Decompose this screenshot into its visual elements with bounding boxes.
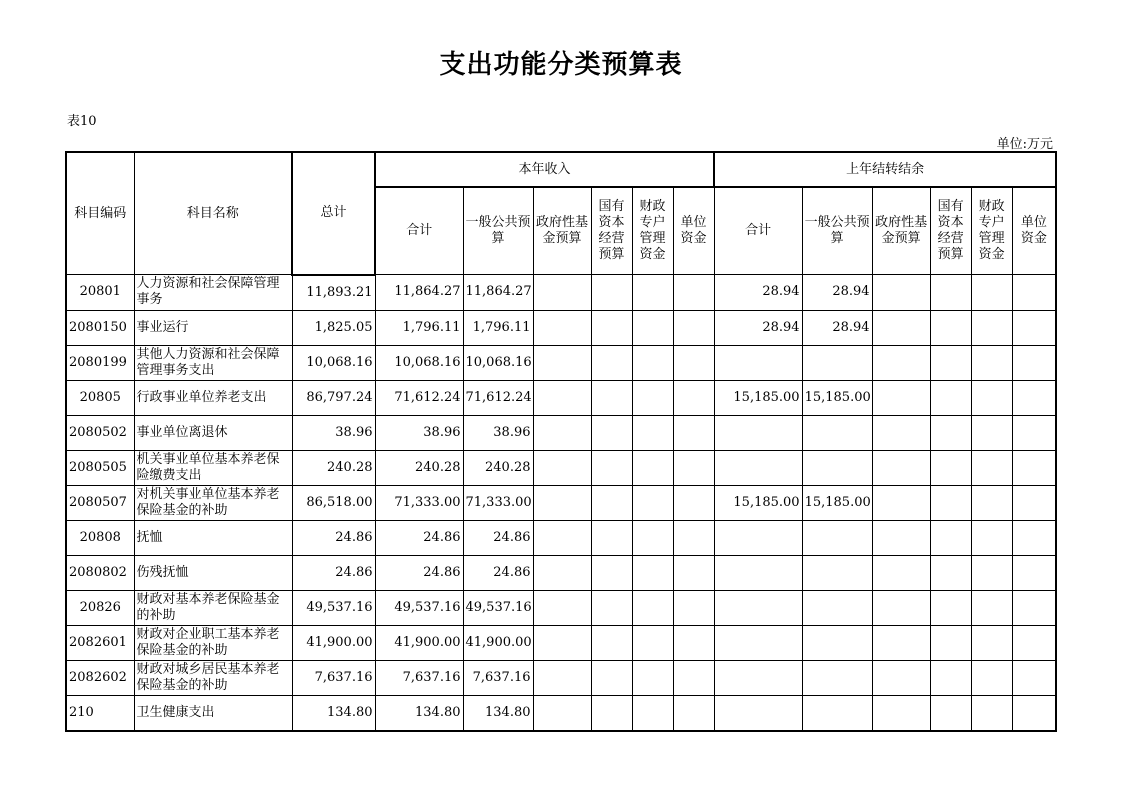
row-value: 15,185.00	[802, 485, 872, 520]
row-value	[632, 415, 673, 450]
row-value: 10,068.16	[292, 345, 375, 380]
row-value: 28.94	[802, 310, 872, 345]
row-value: 10,068.16	[463, 345, 533, 380]
table-row	[66, 520, 1056, 555]
row-value	[872, 695, 930, 731]
row-value: 240.28	[375, 450, 463, 485]
table-row	[66, 310, 1056, 345]
row-value: 71,612.24	[463, 380, 533, 415]
row-name: 对机关事业单位基本养老保险基金的补助	[134, 485, 292, 520]
row-value	[673, 310, 714, 345]
row-value	[872, 345, 930, 380]
row-value	[1012, 625, 1056, 660]
row-value	[872, 485, 930, 520]
row-name: 财政对城乡居民基本养老保险基金的补助	[134, 660, 292, 695]
row-code: 20808	[66, 520, 134, 555]
row-value: 86,518.00	[292, 485, 375, 520]
row-value	[533, 310, 591, 345]
page-title: 支出功能分类预算表	[439, 50, 683, 80]
row-name: 机关事业单位基本养老保险缴费支出	[134, 450, 292, 485]
row-value: 49,537.16	[292, 590, 375, 625]
row-value	[591, 485, 632, 520]
row-value	[714, 415, 802, 450]
table-row	[66, 345, 1056, 380]
row-code: 20801	[66, 275, 134, 311]
row-value	[632, 590, 673, 625]
row-value	[714, 695, 802, 731]
table-row	[66, 590, 1056, 625]
row-name: 事业运行	[134, 310, 292, 345]
header-carry-unit-funds: 单位资金	[1012, 187, 1056, 275]
row-value	[673, 380, 714, 415]
header-carry-general: 一般公共预算	[802, 187, 872, 275]
header-income-state-capital: 国有资本经营预算	[591, 187, 632, 275]
row-value: 24.86	[375, 555, 463, 590]
budget-table	[65, 151, 1057, 732]
row-value	[533, 695, 591, 731]
row-value	[930, 555, 971, 590]
row-value	[802, 555, 872, 590]
row-value	[1012, 660, 1056, 695]
row-value: 49,537.16	[463, 590, 533, 625]
row-value	[533, 485, 591, 520]
row-value	[673, 695, 714, 731]
row-value	[533, 345, 591, 380]
row-value	[1012, 520, 1056, 555]
row-name: 抚恤	[134, 520, 292, 555]
row-value	[930, 345, 971, 380]
header-carry-state-capital: 国有资本经营预算	[930, 187, 971, 275]
row-value: 10,068.16	[375, 345, 463, 380]
row-value: 1,796.11	[375, 310, 463, 345]
row-name: 行政事业单位养老支出	[134, 380, 292, 415]
row-value	[591, 520, 632, 555]
row-value	[673, 275, 714, 311]
row-value	[533, 275, 591, 311]
row-value	[971, 380, 1012, 415]
row-value: 49,537.16	[375, 590, 463, 625]
row-value	[673, 590, 714, 625]
row-value	[632, 555, 673, 590]
row-name: 卫生健康支出	[134, 695, 292, 731]
row-value: 38.96	[375, 415, 463, 450]
header-carry-total: 合计	[714, 187, 802, 275]
row-value: 41,900.00	[292, 625, 375, 660]
row-name: 伤残抚恤	[134, 555, 292, 590]
row-value	[872, 310, 930, 345]
row-value: 15,185.00	[714, 485, 802, 520]
unit-label: 单位:万元	[996, 137, 1053, 152]
row-value	[971, 415, 1012, 450]
row-value	[591, 310, 632, 345]
table-body	[66, 275, 1056, 731]
row-value	[971, 590, 1012, 625]
row-value: 28.94	[714, 310, 802, 345]
row-value	[930, 695, 971, 731]
row-value	[930, 310, 971, 345]
row-value	[1012, 345, 1056, 380]
row-value: 240.28	[463, 450, 533, 485]
row-value	[632, 380, 673, 415]
row-value	[802, 450, 872, 485]
row-value	[533, 590, 591, 625]
row-code: 2080199	[66, 345, 134, 380]
table-row	[66, 695, 1056, 731]
table-row	[66, 625, 1056, 660]
row-value	[872, 275, 930, 311]
row-value	[591, 590, 632, 625]
row-value: 24.86	[463, 520, 533, 555]
row-value	[714, 625, 802, 660]
row-code: 2080502	[66, 415, 134, 450]
row-value	[533, 415, 591, 450]
row-value	[802, 415, 872, 450]
row-value: 24.86	[463, 555, 533, 590]
row-value	[1012, 485, 1056, 520]
row-value: 24.86	[375, 520, 463, 555]
row-value	[1012, 380, 1056, 415]
row-value: 28.94	[802, 275, 872, 311]
row-value	[591, 380, 632, 415]
row-value: 240.28	[292, 450, 375, 485]
row-value	[1012, 415, 1056, 450]
row-value	[632, 695, 673, 731]
header-code: 科目编码	[66, 152, 134, 275]
row-value	[802, 660, 872, 695]
row-name: 事业单位离退休	[134, 415, 292, 450]
row-code: 210	[66, 695, 134, 731]
row-value	[930, 450, 971, 485]
row-value	[632, 275, 673, 311]
row-value: 71,612.24	[375, 380, 463, 415]
row-value: 86,797.24	[292, 380, 375, 415]
table-row	[66, 555, 1056, 590]
table-row	[66, 380, 1056, 415]
row-value: 15,185.00	[714, 380, 802, 415]
row-name: 人力资源和社会保障管理事务	[134, 275, 292, 311]
row-value	[971, 485, 1012, 520]
row-value	[971, 660, 1012, 695]
row-value	[591, 625, 632, 660]
row-value	[872, 625, 930, 660]
row-value	[930, 415, 971, 450]
row-value	[533, 625, 591, 660]
row-value	[930, 485, 971, 520]
table-row	[66, 415, 1056, 450]
row-value	[714, 590, 802, 625]
row-value	[930, 275, 971, 311]
row-value	[632, 625, 673, 660]
row-value: 11,864.27	[375, 275, 463, 311]
row-value	[714, 345, 802, 380]
row-value	[591, 450, 632, 485]
row-value: 1,796.11	[463, 310, 533, 345]
header-carryover: 上年结转结余	[714, 152, 1056, 187]
row-value: 7,637.16	[292, 660, 375, 695]
row-value: 11,864.27	[463, 275, 533, 311]
row-value	[971, 520, 1012, 555]
row-code: 20826	[66, 590, 134, 625]
row-value	[802, 520, 872, 555]
row-value: 41,900.00	[463, 625, 533, 660]
row-value: 15,185.00	[802, 380, 872, 415]
row-value	[971, 345, 1012, 380]
row-value	[673, 415, 714, 450]
row-value	[533, 555, 591, 590]
row-value: 38.96	[292, 415, 375, 450]
table-row	[66, 660, 1056, 695]
row-value	[533, 520, 591, 555]
row-value	[591, 660, 632, 695]
row-code: 2080505	[66, 450, 134, 485]
row-value	[591, 345, 632, 380]
table-row	[66, 485, 1056, 520]
row-value: 1,825.05	[292, 310, 375, 345]
row-value	[802, 695, 872, 731]
row-value	[632, 485, 673, 520]
row-value: 7,637.16	[463, 660, 533, 695]
row-value	[714, 450, 802, 485]
row-value	[632, 520, 673, 555]
row-value	[673, 555, 714, 590]
row-value	[802, 345, 872, 380]
header-income-fund: 政府性基金预算	[533, 187, 591, 275]
row-value	[632, 450, 673, 485]
row-value: 11,893.21	[292, 275, 375, 311]
row-name: 其他人力资源和社会保障管理事务支出	[134, 345, 292, 380]
row-value: 28.94	[714, 275, 802, 311]
row-value	[802, 590, 872, 625]
row-value	[533, 380, 591, 415]
row-value: 134.80	[292, 695, 375, 731]
row-value	[591, 555, 632, 590]
row-value: 134.80	[463, 695, 533, 731]
header-name: 科目名称	[134, 152, 292, 275]
row-value	[971, 555, 1012, 590]
row-value: 41,900.00	[375, 625, 463, 660]
row-value	[930, 625, 971, 660]
row-code: 2082601	[66, 625, 134, 660]
row-name: 财政对基本养老保险基金的补助	[134, 590, 292, 625]
table-row	[66, 450, 1056, 485]
row-value	[714, 520, 802, 555]
row-value	[971, 450, 1012, 485]
header-income-total: 合计	[375, 187, 463, 275]
row-value	[872, 555, 930, 590]
row-code: 2080150	[66, 310, 134, 345]
row-value	[632, 345, 673, 380]
table-number: 表10	[67, 114, 97, 129]
table-row	[66, 275, 1056, 311]
row-value: 24.86	[292, 555, 375, 590]
row-value	[673, 625, 714, 660]
header-current-income: 本年收入	[375, 152, 714, 187]
row-value	[930, 590, 971, 625]
row-value	[1012, 275, 1056, 311]
row-code: 2082602	[66, 660, 134, 695]
row-value	[971, 275, 1012, 311]
row-value	[872, 660, 930, 695]
row-value	[714, 660, 802, 695]
row-value: 71,333.00	[463, 485, 533, 520]
header-income-unit-funds: 单位资金	[673, 187, 714, 275]
row-value	[673, 450, 714, 485]
row-value: 24.86	[292, 520, 375, 555]
row-value	[632, 310, 673, 345]
row-code: 20805	[66, 380, 134, 415]
row-value	[930, 380, 971, 415]
row-value	[930, 660, 971, 695]
row-value	[872, 415, 930, 450]
row-value	[591, 695, 632, 731]
row-value	[591, 415, 632, 450]
header-income-general: 一般公共预算	[463, 187, 533, 275]
row-value	[872, 380, 930, 415]
row-value	[714, 555, 802, 590]
row-value	[930, 520, 971, 555]
header-income-special-account: 财政专户管理资金	[632, 187, 673, 275]
row-value	[1012, 590, 1056, 625]
row-value: 134.80	[375, 695, 463, 731]
header-carry-fund: 政府性基金预算	[872, 187, 930, 275]
row-name: 财政对企业职工基本养老保险基金的补助	[134, 625, 292, 660]
row-value	[1012, 555, 1056, 590]
row-value	[1012, 310, 1056, 345]
row-value	[673, 485, 714, 520]
row-value: 7,637.16	[375, 660, 463, 695]
row-value	[872, 520, 930, 555]
row-value	[533, 450, 591, 485]
row-code: 2080802	[66, 555, 134, 590]
row-value	[1012, 450, 1056, 485]
row-code: 2080507	[66, 485, 134, 520]
row-value	[971, 695, 1012, 731]
row-value	[673, 345, 714, 380]
row-value	[872, 450, 930, 485]
row-value	[1012, 695, 1056, 731]
row-value	[673, 660, 714, 695]
row-value	[971, 310, 1012, 345]
row-value	[591, 275, 632, 311]
row-value	[673, 520, 714, 555]
row-value	[971, 625, 1012, 660]
row-value	[632, 660, 673, 695]
header-total: 总计	[292, 152, 375, 275]
header-carry-special-account: 财政专户管理资金	[971, 187, 1012, 275]
row-value: 38.96	[463, 415, 533, 450]
row-value	[872, 590, 930, 625]
row-value: 71,333.00	[375, 485, 463, 520]
row-value	[802, 625, 872, 660]
row-value	[533, 660, 591, 695]
